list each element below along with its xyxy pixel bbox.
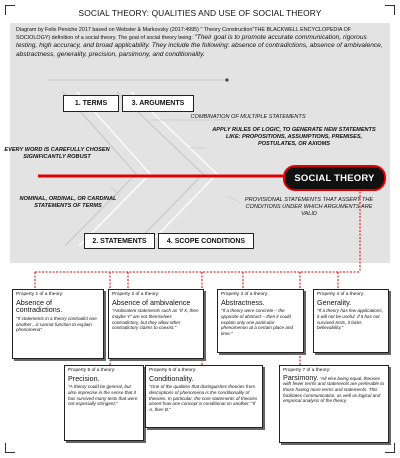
- property-card-3: [217, 289, 304, 353]
- box-statements: 2. STATEMENTS: [84, 233, 155, 249]
- property-7-description: "All else being equal, theories with fewer terms and statements are preferable to those having more terms and statements. This facilitates communication, as well as logical and empirical analysis of the theory.: [283, 375, 385, 404]
- property-6-description: "One of the qualities that distinguishes theories from descriptions of phenomena is the conditionality of theories. In particular, the core statements of theories assert how one concept is conditional on another: "If A, then B.": [149, 384, 258, 412]
- label-nominal-ordinal: NOMINAL, ORDINAL, OR CARDINAL STATEMENTS OF TERMS: [19, 196, 117, 209]
- property-5-label: Property 5 of a theory:: [68, 368, 116, 373]
- property-1-description: "If statements in a theory contradict one another…it cannot function to explain phenomena": [16, 315, 97, 333]
- property-6-name: Conditionality.: [149, 373, 194, 383]
- property-3-name: Abstractness.: [221, 297, 265, 307]
- property-2-name: Absence of ambivalence: [112, 297, 191, 307]
- page-title: SOCIAL THEORY: QUALITIES AND USE OF SOCIAL THEORY: [78, 8, 322, 18]
- property-3-description: "If a theory were concrete – the opposite of abstract – then it could explain only one particular phenomenon at a certain place and time.": [221, 308, 294, 336]
- property-7-name: Parsimony.: [283, 372, 319, 382]
- property-4-name: Generality.: [317, 297, 352, 307]
- intro-quote: "Their goal is to promote accurate communication, rigorous testing, high accuracy, and broad applicability. They include the following: absence of contradictions, absence of ambivalence, abstractness, generality, precision, parsimony, and conditionality.: [16, 33, 383, 58]
- property-3-label: Property 3 of a theory:: [221, 292, 269, 297]
- property-1-name: Absence of contradictions.: [16, 297, 63, 315]
- junction-dot: [225, 78, 228, 81]
- box-terms: 1. TERMS: [63, 95, 119, 112]
- provisional-pointer: [228, 196, 240, 203]
- property-4-label: Property 4 of a theory:: [317, 292, 365, 297]
- property-2-label: Property 2 of a theory:: [112, 292, 160, 297]
- property-card-2: [108, 289, 204, 359]
- property-5-description: "A theory could be general, but also imprecise in the sense that it has survived many tests that were not especially stringent.": [68, 384, 138, 407]
- label-every-word: EVERY WORD IS CAREFULLY CHOSEN SIGNIFICANTLY ROBUST: [4, 147, 110, 160]
- label-logic-rules: APPLY RULES OF LOGIC, TO GENERATE NEW STATEMENTS LIKE: PROPOSITIONS, ASSUMPTIONS, PREMISES, POSTULATES, OR AXIOMS: [212, 127, 376, 147]
- property-7-label: Property 7 of a theory:: [283, 368, 331, 373]
- property-card-4: [313, 289, 389, 353]
- property-card-7: [279, 365, 389, 443]
- social-theory-node: SOCIAL THEORY: [283, 165, 386, 191]
- property-2-description: "Ambivalent statements such as "If X, then maybe Y" are not themselves contradictory, but they allow other contradictory claims to coexist.": [112, 308, 199, 331]
- property-5-name: Precision.: [68, 373, 100, 383]
- property-4-description: "If a theory has few applications, it will not be useful. If it has not survived tests, it lacks believability.": [317, 308, 383, 331]
- property-6-label: Property 6 of a theory:: [149, 368, 197, 373]
- label-combination: COMBINATION OF MULTIPLE STATEMENTS: [190, 114, 306, 120]
- intro-citation: Diagram by Felix Peniche 2017 based on Webster & Markovsky (2017:4995) " Theory Construction"THE BLACKWELL ENCYCLOPEDIA OF SOCIOLOGY) definition of a social theory. The goal of social theory being:: [16, 27, 352, 41]
- box-arguments: 3. ARGUMENTS: [122, 95, 194, 112]
- property-1-label: Property 1 of a theory:: [16, 292, 64, 297]
- nominal-pointer: [110, 186, 120, 196]
- property-card-6: [145, 365, 263, 428]
- box-scope-conditions: 4. SCOPE CONDITIONS: [158, 233, 254, 249]
- property-card-5: [64, 365, 144, 441]
- property-card-1: [12, 289, 104, 359]
- label-provisional: PROVISIONAL STATEMENTS THAT ASSERT THE CONDITIONS UNDER WHICH ARGUMENTS ARE VALID: [244, 197, 374, 217]
